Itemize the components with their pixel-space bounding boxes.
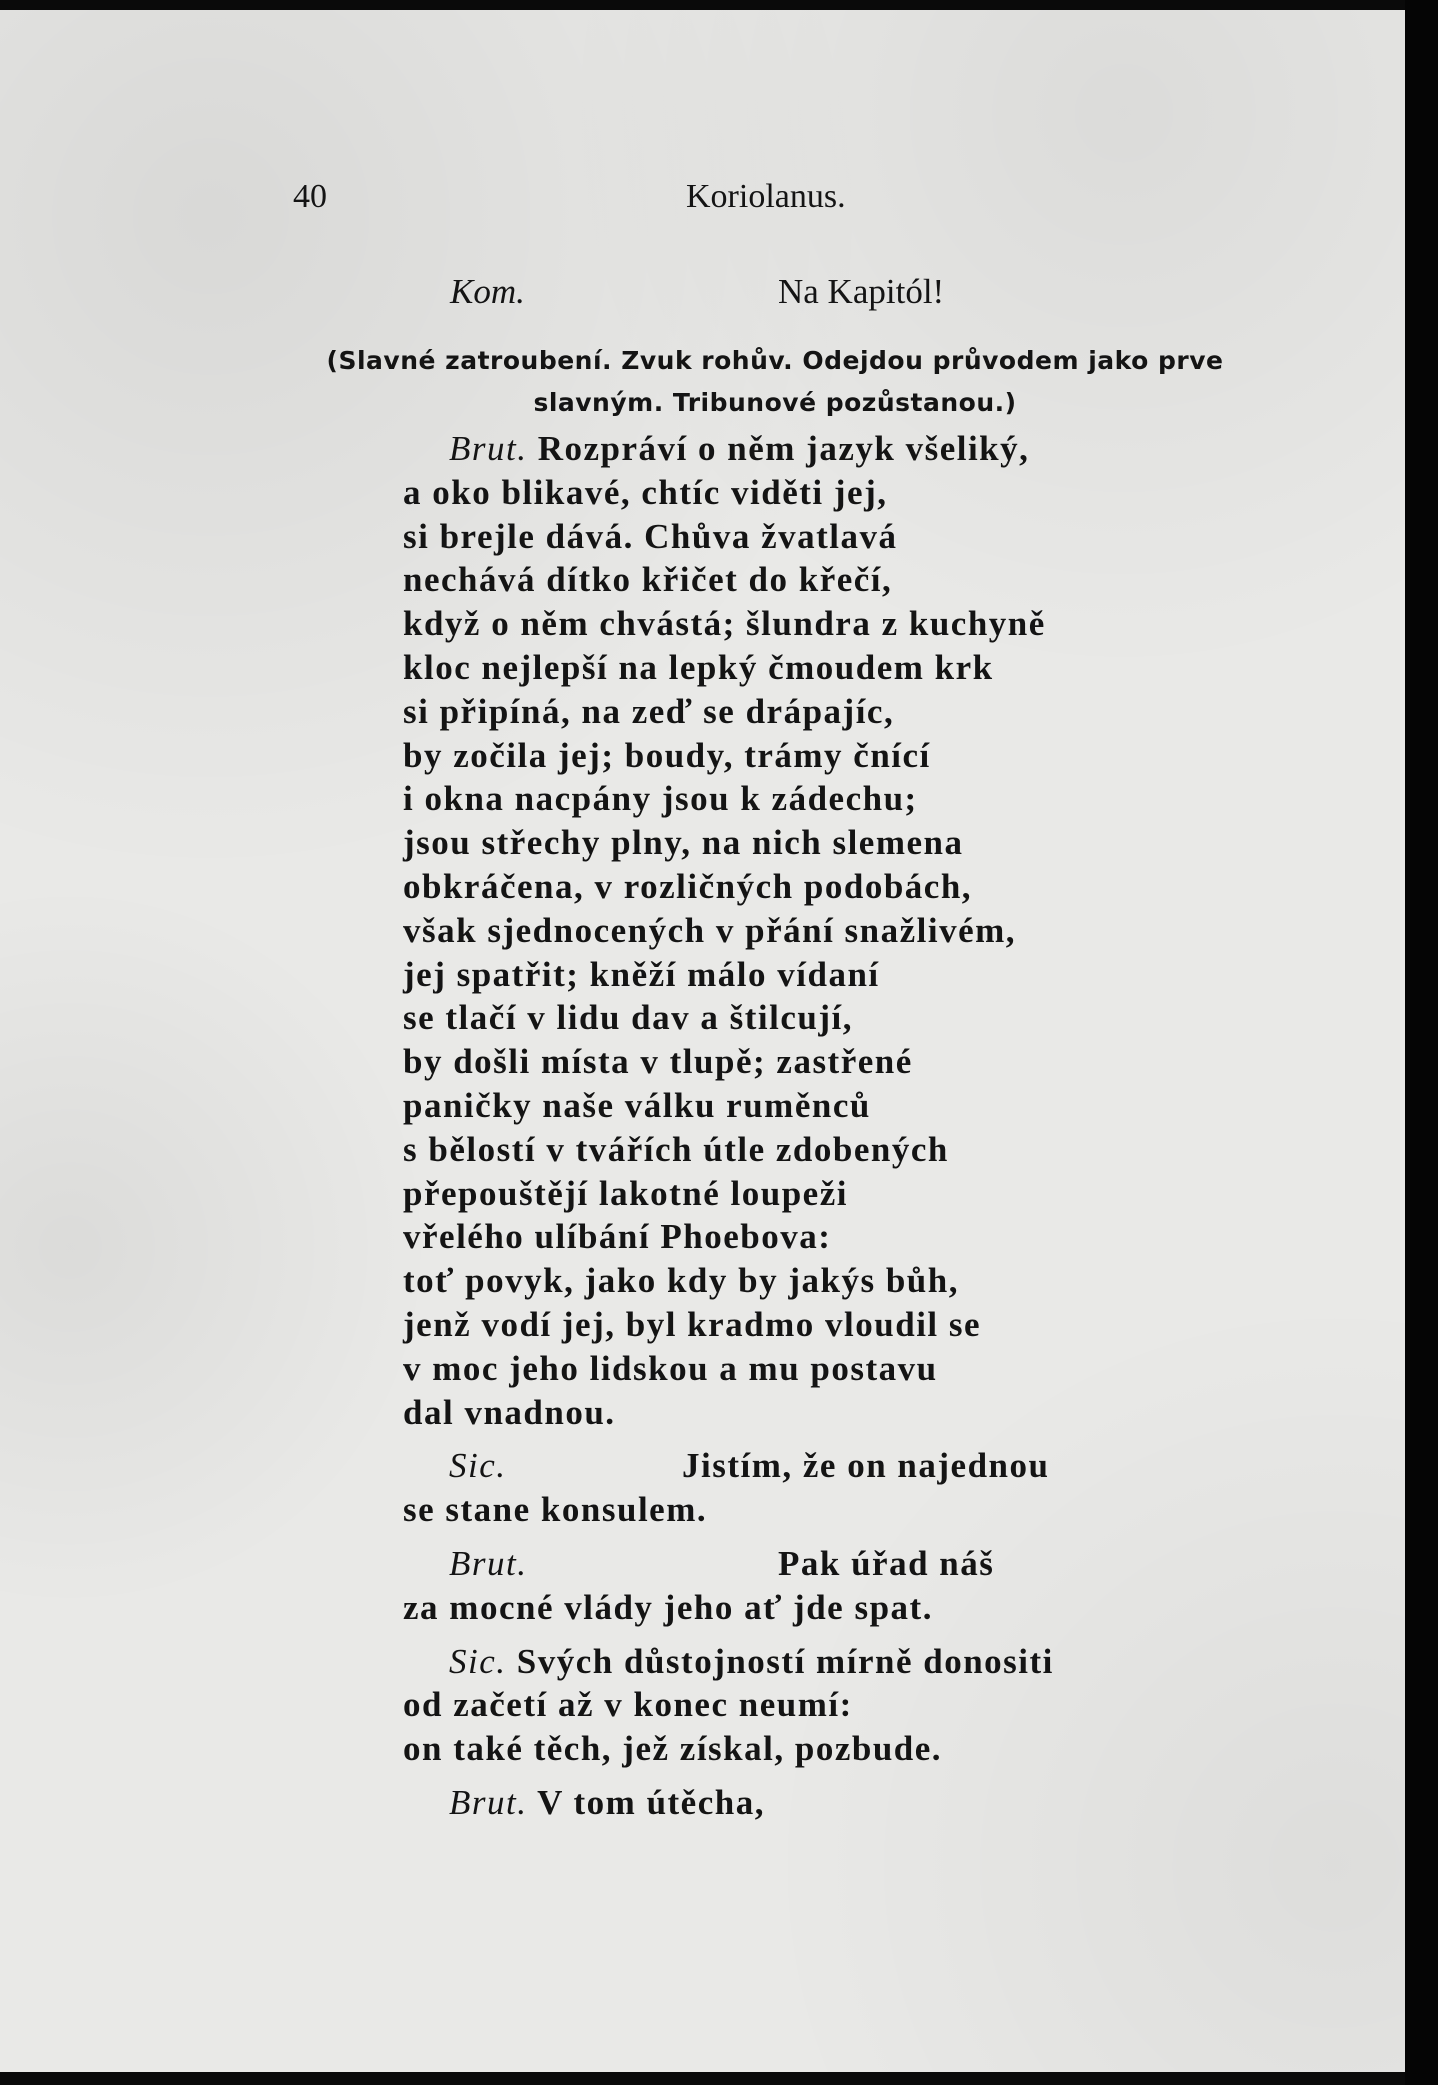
kom-line bbox=[450, 272, 525, 312]
verse-line: přepouštějí lakotné loupeži bbox=[403, 1173, 848, 1213]
sic-second-speech bbox=[403, 1640, 1054, 1684]
stage-direction bbox=[300, 340, 1250, 424]
verse-line: nechává dítko křičet do křečí, bbox=[403, 560, 893, 600]
verse-line: v moc jeho lidskou a mu postavu bbox=[403, 1348, 938, 1388]
verse-line: však sjednocených v přání snažlivém, bbox=[403, 910, 1017, 950]
verse-line: dal vnadnou. bbox=[403, 1392, 616, 1432]
verse-line: by došli místa v tlupě; zastřené bbox=[403, 1042, 913, 1082]
verse-line: jsou střechy plny, na nich slemena bbox=[403, 823, 964, 863]
verse-line: by zočila jej; boudy, trámy čnící bbox=[403, 735, 931, 775]
brut-second-speech bbox=[403, 1542, 1054, 1586]
verse-line: Jistím, že on najednou bbox=[682, 1446, 1050, 1486]
verse-line: V tom útěcha, bbox=[537, 1782, 765, 1822]
verse-line: jej spatřit; kněží málo vídaní bbox=[403, 954, 880, 994]
verse-line: i okna nacpány jsou k zádechu; bbox=[403, 779, 918, 819]
verse-line: si brejle dává. Chůva žvatlavá bbox=[403, 516, 898, 556]
verse-line: od začetí až v konec neumí: bbox=[403, 1685, 853, 1725]
scan-edge bbox=[1405, 0, 1438, 2085]
speaker-kom: Kom. bbox=[450, 272, 525, 311]
verse-line: se tlačí v lidu dav a štilcují, bbox=[403, 998, 853, 1038]
verse-line: za mocné vlády jeho ať jde spat. bbox=[403, 1587, 933, 1627]
speaker-brut: Brut. bbox=[449, 429, 528, 468]
brut-third-speech bbox=[403, 1781, 1054, 1825]
kom-text: Na Kapitól! bbox=[778, 272, 945, 311]
verse-line: s bělostí v tvářích útle zdobených bbox=[403, 1129, 949, 1169]
verse-line: paničky naše válku ruměnců bbox=[403, 1085, 871, 1125]
verse-line: Svých důstojností mírně donositi bbox=[516, 1641, 1054, 1681]
verse-line: a oko blikavé, chtíc viděti jej, bbox=[403, 472, 888, 512]
speaker-sic: Sic. bbox=[449, 1641, 507, 1681]
running-title: Koriolanus. bbox=[686, 178, 846, 215]
page-number: 40 bbox=[293, 178, 327, 215]
book-page bbox=[0, 10, 1405, 2072]
verse-line: obkráčena, v rozličných podobách, bbox=[403, 866, 973, 906]
page-header bbox=[293, 178, 953, 228]
sic-first-line bbox=[403, 1444, 1054, 1488]
brut-first-line bbox=[403, 427, 1054, 471]
verse-block bbox=[403, 427, 1054, 1825]
verse-line: vřelého ulíbání Phoebova: bbox=[403, 1217, 832, 1257]
stage-direction-line: slavným. Tribunové pozůstanou.) bbox=[533, 388, 1017, 417]
speaker-brut: Brut. bbox=[449, 1543, 528, 1583]
verse-line: se stane konsulem. bbox=[403, 1490, 708, 1530]
verse-line: Rozpráví o něm jazyk všeliký, bbox=[537, 429, 1030, 468]
verse-line: jenž vodí jej, byl kradmo vloudil se bbox=[403, 1304, 982, 1344]
verse-line: kloc nejlepší na lepký čmoudem krk bbox=[403, 647, 994, 687]
verse-line: Pak úřad náš bbox=[777, 1543, 995, 1583]
verse-line: když o něm chvástá; šlundra z kuchyně bbox=[403, 604, 1046, 644]
verse-line: toť povyk, jako kdy by jakýs bůh, bbox=[403, 1261, 959, 1301]
verse-line: si připíná, na zeď se drápajíc, bbox=[403, 691, 895, 731]
stage-direction-line: (Slavné zatroubení. Zvuk rohův. Odejdou průvodem jako prve bbox=[326, 346, 1224, 375]
speaker-sic: Sic. bbox=[449, 1446, 507, 1486]
speaker-brut: Brut. bbox=[449, 1782, 528, 1822]
verse-line: on také těch, jež získal, pozbude. bbox=[403, 1729, 943, 1769]
